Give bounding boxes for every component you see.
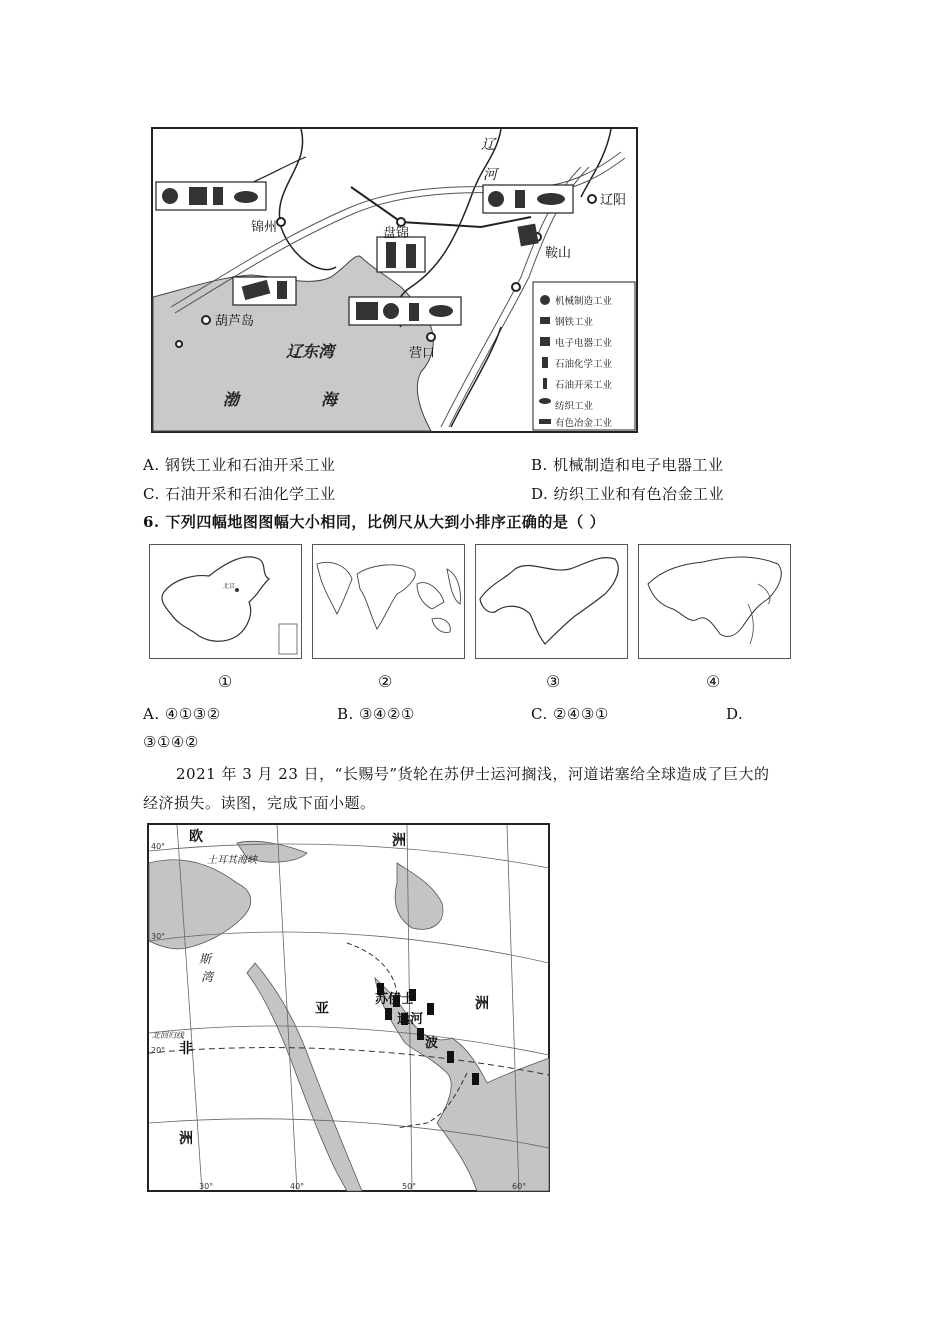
small-map-china <box>149 544 302 659</box>
label-liaoyang: 辽阳 <box>600 193 627 208</box>
legend-steel: 钢铁工业 <box>555 317 594 328</box>
q6-option-d-value[interactable]: ③①④② <box>143 733 199 751</box>
label-jinzhou: 锦州 <box>251 220 278 235</box>
q5-option-c[interactable]: C. 石油开采和石油化学工业 <box>143 485 336 503</box>
q5-option-a[interactable]: A. 钢铁工业和石油开采工业 <box>143 456 336 474</box>
q5-option-d[interactable]: D. 纺织工业和有色冶金工业 <box>531 485 725 503</box>
label-europe-2: 洲 <box>392 833 406 849</box>
legend-nonferrous: 有色冶金工业 <box>555 418 613 429</box>
map-legend <box>533 282 635 430</box>
label-africa-1: 非 <box>179 1041 193 1057</box>
legend-machinery: 机械制造工业 <box>555 296 613 307</box>
lat-30: 30° <box>151 932 166 941</box>
q6-option-a[interactable]: A. ④①③② <box>143 705 221 723</box>
label-yingkou: 营口 <box>409 346 436 361</box>
q6-option-b[interactable]: B. ③④②① <box>337 705 415 723</box>
label-persian-3: 波 <box>425 1036 439 1051</box>
passage-line-1: 2021 年 3 月 23 日，“长赐号”货轮在苏伊士运河搁浅，河道诺塞给全球造成了巨大的 <box>176 765 770 783</box>
label-turkish-strait: 土耳其海峡 <box>207 855 257 866</box>
legend-petrochemical: 石油化学工业 <box>555 359 613 370</box>
lon-40: 40° <box>290 1182 305 1191</box>
small-map-label-2: ② <box>378 672 393 691</box>
label-liaodong-bay: 辽东湾 <box>286 342 335 361</box>
q6-option-c[interactable]: C. ②④③① <box>531 705 609 723</box>
label-huludao: 葫芦岛 <box>215 314 255 329</box>
passage-line-2: 经济损失。读图，完成下面小题。 <box>143 794 376 812</box>
small-map-liaoning <box>475 544 628 659</box>
label-europe-1: 欧 <box>189 829 203 845</box>
lat-20: 20° <box>151 1046 166 1055</box>
label-bo: 渤 <box>223 390 240 409</box>
label-persian-1: 苏伊士 <box>375 992 415 1007</box>
lon-60: 60° <box>512 1182 527 1191</box>
label-river-1: 辽 <box>481 137 495 153</box>
label-asia-1: 亚 <box>315 1001 329 1017</box>
small-map-label-1: ① <box>218 672 233 691</box>
q6-stem: 6. 下列四幅地图图幅大小相同，比例尺从大到小排序正确的是（ ） <box>143 513 606 531</box>
lon-30: 30° <box>199 1182 214 1191</box>
legend-textile: 纺织工业 <box>555 401 594 412</box>
small-map-label-3: ③ <box>546 672 561 691</box>
label-hai: 海 <box>321 390 338 409</box>
legend-oil-extraction: 石油开采工业 <box>555 380 613 391</box>
label-suez-1: 斯 <box>199 952 212 966</box>
small-map-beijing: 北京 <box>223 583 236 590</box>
label-persian-2: 运河 <box>397 1012 424 1027</box>
small-map-label-4: ④ <box>706 672 721 691</box>
small-map-world <box>312 544 465 659</box>
label-river-2: 河 <box>483 167 497 183</box>
small-map-asia <box>638 544 791 659</box>
label-panjin: 盘锦 <box>383 226 410 241</box>
label-suez-2: 湾 <box>201 970 214 984</box>
label-tropic: 北回归线 <box>152 1031 184 1040</box>
lon-50: 50° <box>402 1182 417 1191</box>
label-anshan: 鞍山 <box>545 246 572 261</box>
q6-option-d-prefix[interactable]: D. <box>726 705 744 723</box>
q5-option-b[interactable]: B. 机械制造和电子电器工业 <box>531 456 724 474</box>
industry-map <box>151 127 638 433</box>
label-asia-2: 洲 <box>475 996 489 1012</box>
lat-40: 40° <box>151 842 166 851</box>
legend-electronics: 电子电器工业 <box>555 338 613 349</box>
label-africa-2: 洲 <box>179 1131 193 1147</box>
middle-east-map <box>147 823 550 1192</box>
